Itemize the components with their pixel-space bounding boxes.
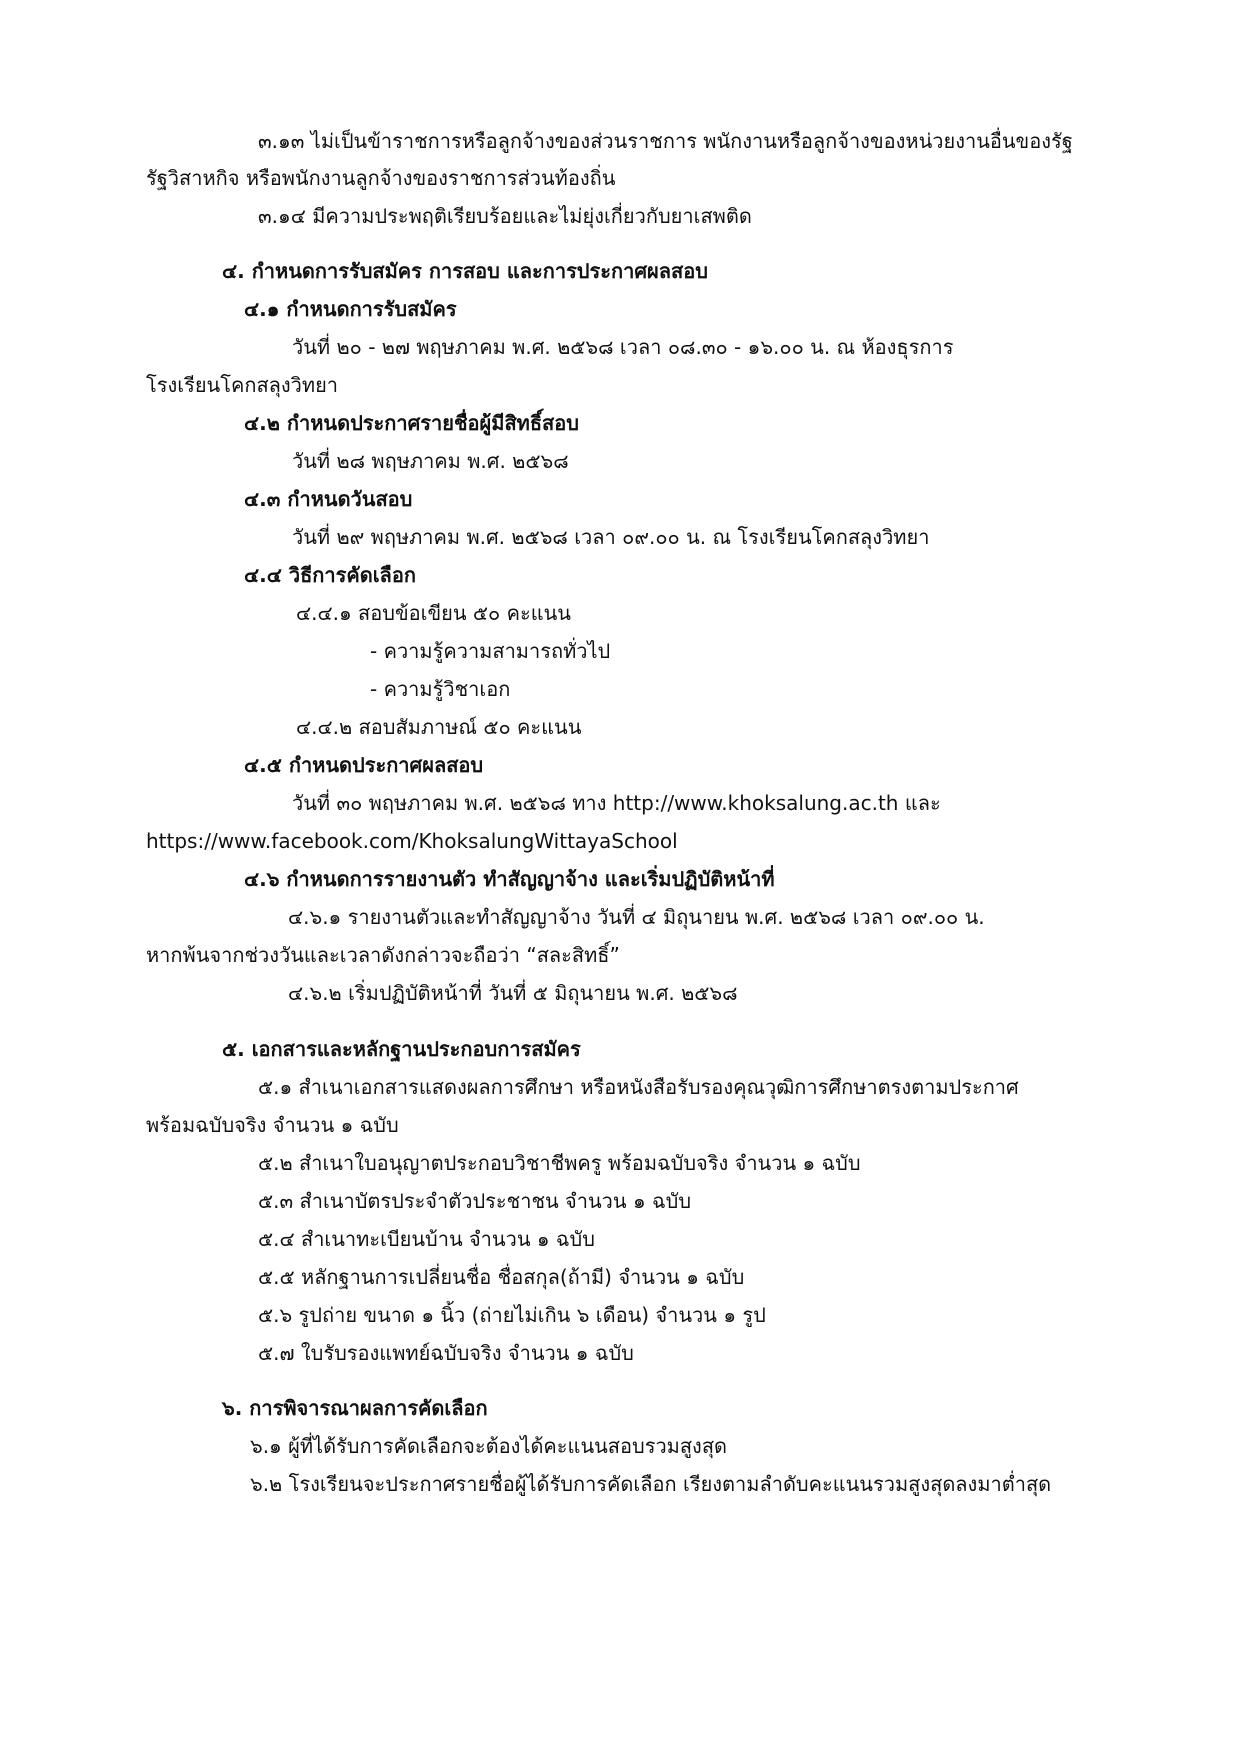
item-4-4-2: ๔.๔.๒ สอบสัมภาษณ์ ๕๐ คะแนน (296, 715, 582, 739)
item-5-2: ๕.๒ สำเนาใบอนุญาตประกอบวิชาชีพครู พร้อมฉบับจริง จำนวน ๑ ฉบับ (258, 1151, 861, 1175)
heading-4-4: ๔.๔ วิธีการคัดเลือก (244, 563, 416, 587)
item-5-3: ๕.๓ สำเนาบัตรประจำตัวประชาชน จำนวน ๑ ฉบับ (258, 1189, 692, 1213)
item-4-1-line-1: วันที่ ๒๐ - ๒๗ พฤษภาคม พ.ศ. ๒๕๖๘ เวลา ๐๘.๓๐ - ๑๖.๐๐ น. ณ ห้องธุรการ (292, 335, 954, 359)
section-5-heading: ๕. เอกสารและหลักฐานประกอบการสมัคร (222, 1037, 581, 1061)
item-5-5: ๕.๕ หลักฐานการเปลี่ยนชื่อ ชื่อสกุล(ถ้ามี) จำนวน ๑ ฉบับ (258, 1265, 745, 1289)
item-5-6: ๕.๖ รูปถ่าย ขนาด ๑ นิ้ว (ถ่ายไม่เกิน ๖ เดือน) จำนวน ๑ รูป (258, 1303, 766, 1327)
item-4-2: วันที่ ๒๘ พฤษภาคม พ.ศ. ๒๕๖๘ (292, 449, 569, 473)
item-3-13-line-1: ๓.๑๓ ไม่เป็นข้าราชการหรือลูกจ้างของส่วนราชการ พนักงานหรือลูกจ้างของหน่วยงานอื่นของรัฐ (258, 129, 1073, 153)
section-6-heading: ๖. การพิจารณาผลการคัดเลือก (222, 1396, 488, 1420)
item-6-2: ๖.๒ โรงเรียนจะประกาศรายชื่อผู้ได้รับการคัดเลือก เรียงตามลำดับคะแนนรวมสูงสุดลงมาต่ำสุด (250, 1472, 1052, 1496)
item-4-4-1-sub-2: - ความรู้วิชาเอก (370, 677, 511, 701)
heading-4-1: ๔.๑ กำหนดการรับสมัคร (244, 297, 457, 321)
section-4-heading: ๔. กำหนดการรับสมัคร การสอบ และการประกาศผลสอบ (222, 259, 708, 283)
item-5-1-line-2: พร้อมฉบับจริง จำนวน ๑ ฉบับ (146, 1113, 399, 1137)
item-4-3: วันที่ ๒๙ พฤษภาคม พ.ศ. ๒๕๖๘ เวลา ๐๙.๐๐ น. ณ โรงเรียนโคกสลุงวิทยา (292, 525, 930, 549)
item-4-6-1-line-2: หากพ้นจากช่วงวันและเวลาดังกล่าวจะถือว่า “สละสิทธิ์” (146, 943, 620, 967)
item-6-1: ๖.๑ ผู้ที่ได้รับการคัดเลือกจะต้องได้คะแนนสอบรวมสูงสุด (250, 1434, 728, 1458)
item-5-4: ๕.๔ สำเนาทะเบียนบ้าน จำนวน ๑ ฉบับ (258, 1227, 595, 1251)
item-4-4-1: ๔.๔.๑ สอบข้อเขียน ๕๐ คะแนน (296, 601, 571, 625)
item-4-5-line-2: https://www.facebook.com/KhoksalungWittayaSchool (146, 829, 678, 853)
item-4-5-line-1: วันที่ ๓๐ พฤษภาคม พ.ศ. ๒๕๖๘ ทาง http://www.khoksalung.ac.th และ (292, 791, 941, 815)
item-4-6-1-line-1: ๔.๖.๑ รายงานตัวและทำสัญญาจ้าง วันที่ ๔ มิถุนายน พ.ศ. ๒๕๖๘ เวลา ๐๙.๐๐ น. (288, 905, 985, 929)
heading-4-5: ๔.๕ กำหนดประกาศผลสอบ (244, 753, 484, 777)
item-3-13-line-2: รัฐวิสาหกิจ หรือพนักงานลูกจ้างของราชการส่วนท้องถิ่น (146, 166, 616, 190)
item-5-1-line-1: ๕.๑ สำเนาเอกสารแสดงผลการศึกษา หรือหนังสือรับรองคุณวุฒิการศึกษาตรงตามประกาศ (258, 1075, 1019, 1099)
item-4-4-1-sub-1: - ความรู้ความสามารถทั่วไป (370, 639, 611, 663)
heading-4-6: ๔.๖ กำหนดการรายงานตัว ทำสัญญาจ้าง และเริ่มปฏิบัติหน้าที่ (244, 867, 775, 891)
heading-4-3: ๔.๓ กำหนดวันสอบ (244, 487, 413, 511)
item-3-14: ๓.๑๔ มีความประพฤติเรียบร้อยและไม่ยุ่งเกี่ยวกับยาเสพติด (258, 204, 752, 228)
item-4-6-2: ๔.๖.๒ เริ่มปฏิบัติหน้าที่ วันที่ ๕ มิถุนายน พ.ศ. ๒๕๖๘ (288, 981, 738, 1005)
heading-4-2: ๔.๒ กำหนดประกาศรายชื่อผู้มีสิทธิ์สอบ (244, 411, 579, 435)
item-5-7: ๕.๗ ใบรับรองแพทย์ฉบับจริง จำนวน ๑ ฉบับ (258, 1341, 634, 1365)
item-4-1-line-2: โรงเรียนโคกสลุงวิทยา (146, 373, 339, 397)
